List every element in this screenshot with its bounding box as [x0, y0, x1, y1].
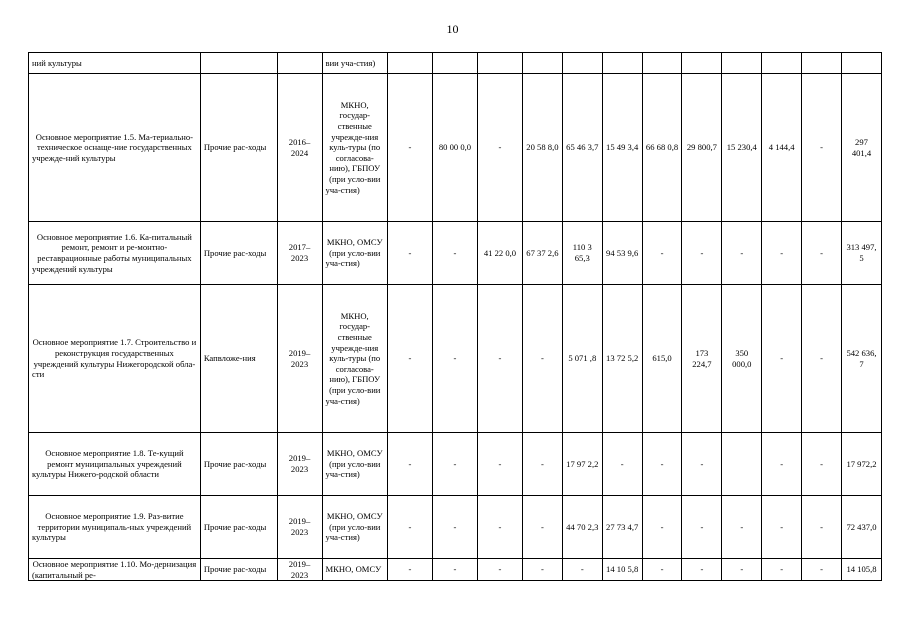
expense-type-cell: Прочие рас-ходы: [200, 496, 277, 559]
year-amount-cell: [387, 53, 432, 74]
year-amount-cell: -: [432, 285, 477, 433]
total-amount-cell: 17 972,2: [841, 433, 881, 496]
period-cell: 2019–2023: [277, 433, 322, 496]
period-cell: 2017–2023: [277, 222, 322, 285]
year-amount-cell: -: [802, 559, 842, 581]
year-amount-cell: -: [762, 496, 802, 559]
year-amount-cell: 66 68 0,8: [642, 74, 682, 222]
executor-cell: МКНО, ОМСУ (при усло-вии уча-стия): [322, 222, 387, 285]
year-amount-cell: 27 73 4,7: [602, 496, 642, 559]
table-row: [29, 74, 882, 222]
year-amount-cell: -: [432, 433, 477, 496]
year-amount-cell: 41 22 0,0: [477, 222, 522, 285]
year-amount-cell: -: [522, 559, 562, 581]
year-amount-cell: -: [477, 433, 522, 496]
executor-cell: МКНО, ОМСУ (при усло-вии уча-стия): [322, 496, 387, 559]
year-amount-cell: [722, 53, 762, 74]
year-amount-cell: [722, 433, 762, 496]
year-amount-cell: 94 53 9,6: [602, 222, 642, 285]
measure-name-cell: Основное мероприятие 1.5. Ма-териально-техническое оснаще-ние государственных учрежде-ний культуры: [29, 74, 201, 222]
year-amount-cell: -: [642, 433, 682, 496]
table-row: [29, 53, 882, 74]
measure-name-cell: Основное мероприятие 1.9. Раз-витие территории муниципаль-ных учреждений культуры: [29, 496, 201, 559]
expense-type-cell: Прочие рас-ходы: [200, 559, 277, 581]
year-amount-cell: -: [387, 433, 432, 496]
year-amount-cell: -: [762, 222, 802, 285]
year-amount-cell: -: [682, 496, 722, 559]
year-amount-cell: 110 3 65,3: [562, 222, 602, 285]
measure-name-cell: Основное мероприятие 1.10. Мо-дернизация (капитальный ре-: [29, 559, 201, 581]
year-amount-cell: [602, 53, 642, 74]
year-amount-cell: 14 10 5,8: [602, 559, 642, 581]
table-row: [29, 222, 882, 285]
measure-name-cell: Основное мероприятие 1.8. Те-кущий ремонт муниципальных учреждений культуры Нижего-родской области: [29, 433, 201, 496]
year-amount-cell: 615,0: [642, 285, 682, 433]
year-amount-cell: 29 800,7: [682, 74, 722, 222]
year-amount-cell: -: [432, 496, 477, 559]
period-cell: 2019–2023: [277, 559, 322, 581]
year-amount-cell: -: [477, 285, 522, 433]
year-amount-cell: -: [682, 433, 722, 496]
expense-type-cell: Прочие рас-ходы: [200, 433, 277, 496]
year-amount-cell: -: [602, 433, 642, 496]
year-amount-cell: -: [722, 222, 762, 285]
year-amount-cell: -: [722, 559, 762, 581]
year-amount-cell: -: [802, 285, 842, 433]
executor-cell: МКНО, государ-ственные учрежде-ния куль-туры (по согласова-нию), ГБПОУ (при усло-вии уча-стия): [322, 74, 387, 222]
year-amount-cell: -: [762, 559, 802, 581]
year-amount-cell: [642, 53, 682, 74]
year-amount-cell: -: [522, 496, 562, 559]
year-amount-cell: -: [802, 74, 842, 222]
year-amount-cell: 13 72 5,2: [602, 285, 642, 433]
expense-type-cell: Капвложе-ния: [200, 285, 277, 433]
program-measures-table: [28, 52, 882, 581]
period-cell: 2016–2024: [277, 74, 322, 222]
year-amount-cell: -: [522, 285, 562, 433]
table-row: [29, 559, 882, 581]
year-amount-cell: 65 46 3,7: [562, 74, 602, 222]
table-row: [29, 496, 882, 559]
period-cell: 2019–2023: [277, 496, 322, 559]
total-amount-cell: 72 437,0: [841, 496, 881, 559]
year-amount-cell: -: [722, 496, 762, 559]
table-row: [29, 433, 882, 496]
year-amount-cell: -: [477, 496, 522, 559]
year-amount-cell: -: [762, 433, 802, 496]
year-amount-cell: 350 000,0: [722, 285, 762, 433]
year-amount-cell: -: [642, 222, 682, 285]
year-amount-cell: [432, 53, 477, 74]
executor-cell: МКНО, государ-ственные учрежде-ния куль-туры (по согласова-нию), ГБПОУ (при усло-вии уча-стия): [322, 285, 387, 433]
year-amount-cell: 20 58 8,0: [522, 74, 562, 222]
total-amount-cell: 297 401,4: [841, 74, 881, 222]
year-amount-cell: [522, 53, 562, 74]
period-cell: 2019–2023: [277, 285, 322, 433]
year-amount-cell: -: [387, 559, 432, 581]
year-amount-cell: [562, 53, 602, 74]
year-amount-cell: -: [522, 433, 562, 496]
year-amount-cell: 15 230,4: [722, 74, 762, 222]
year-amount-cell: -: [387, 496, 432, 559]
measure-name-cell: Основное мероприятие 1.7. Строительство и реконструкция государственных учреждений культуры Нижегородской обла-сти: [29, 285, 201, 433]
year-amount-cell: -: [477, 74, 522, 222]
year-amount-cell: 5 071 ,8: [562, 285, 602, 433]
year-amount-cell: -: [432, 222, 477, 285]
year-amount-cell: -: [387, 222, 432, 285]
page-number: 10: [446, 22, 459, 36]
measure-name-cell: ний культуры: [29, 53, 201, 74]
year-amount-cell: [682, 53, 722, 74]
table-row: [29, 285, 882, 433]
year-amount-cell: -: [802, 433, 842, 496]
executor-cell: МКНО, ОМСУ (при усло-вии уча-стия): [322, 433, 387, 496]
expense-type-cell: Прочие рас-ходы: [200, 222, 277, 285]
total-amount-cell: 542 636, 7: [841, 285, 881, 433]
year-amount-cell: -: [387, 285, 432, 433]
total-amount-cell: 14 105,8: [841, 559, 881, 581]
expense-type-cell: Прочие рас-ходы: [200, 74, 277, 222]
year-amount-cell: -: [762, 285, 802, 433]
year-amount-cell: [477, 53, 522, 74]
year-amount-cell: 4 144,4: [762, 74, 802, 222]
year-amount-cell: -: [802, 496, 842, 559]
total-amount-cell: [841, 53, 881, 74]
executor-cell: МКНО, ОМСУ: [322, 559, 387, 581]
year-amount-cell: -: [642, 559, 682, 581]
year-amount-cell: -: [387, 74, 432, 222]
year-amount-cell: -: [682, 222, 722, 285]
year-amount-cell: -: [682, 559, 722, 581]
measure-name-cell: Основное мероприятие 1.6. Ка-питальный ремонт, ремонт и ре-монтно-реставрационные работы муниципальных учреждений культуры: [29, 222, 201, 285]
year-amount-cell: -: [642, 496, 682, 559]
year-amount-cell: [762, 53, 802, 74]
year-amount-cell: -: [802, 222, 842, 285]
year-amount-cell: 80 00 0,0: [432, 74, 477, 222]
executor-cell: вии уча-стия): [322, 53, 387, 74]
year-amount-cell: -: [432, 559, 477, 581]
year-amount-cell: -: [477, 559, 522, 581]
year-amount-cell: 15 49 3,4: [602, 74, 642, 222]
year-amount-cell: 17 97 2,2: [562, 433, 602, 496]
year-amount-cell: 44 70 2,3: [562, 496, 602, 559]
expense-type-cell: [200, 53, 277, 74]
year-amount-cell: -: [562, 559, 602, 581]
year-amount-cell: 67 37 2,6: [522, 222, 562, 285]
year-amount-cell: 173 224,7: [682, 285, 722, 433]
total-amount-cell: 313 497, 5: [841, 222, 881, 285]
period-cell: [277, 53, 322, 74]
year-amount-cell: [802, 53, 842, 74]
